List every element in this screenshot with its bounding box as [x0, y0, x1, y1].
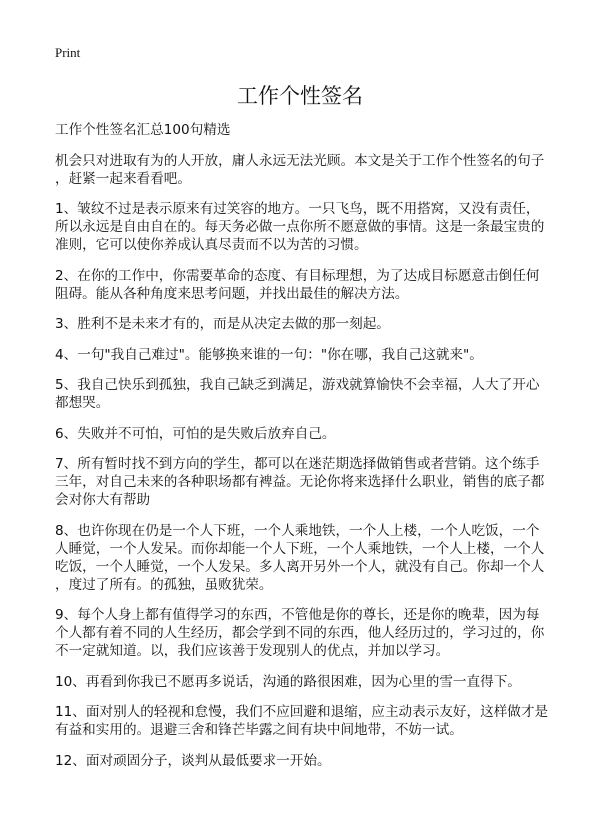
text-line: 2、在你的工作中，你需要革命的态度、有目标理想，为了达成目标愿意击倒任何 — [55, 267, 540, 284]
text-line: 8、也许你现在仍是一个人下班，一个人乘地铁，一个人上楼，一个人吃饭，一个 — [55, 522, 540, 539]
quote-paragraph — [55, 315, 555, 333]
quote-paragraph — [55, 346, 555, 364]
document-body — [55, 121, 555, 782]
quote-paragraph — [55, 703, 555, 739]
text-line: 三年，对自己未来的各种职场都有裨益。无论你将来选择什么职业，销售的底子都 — [55, 474, 545, 490]
text-line: 工作个性签名汇总100句精选 — [55, 122, 231, 138]
quote-paragraph — [55, 376, 555, 412]
text-line: 会对你大有帮助 — [55, 492, 151, 508]
text-line: 9、每个人身上都有值得学习的东西，不管他是你的尊长，还是你的晚辈，因为每 — [55, 607, 540, 623]
text-line: 7、所有暂时找不到方向的学生，都可以在迷茫期选择做销售或者营销。这个练手 — [55, 456, 540, 472]
quote-paragraph — [55, 455, 555, 509]
text-line: 所以永远是自由自在的。每天务必做一点你所不愿意做的事情。这是一条最宝贵的 — [55, 219, 545, 235]
text-line: 3、胜利不是未来才有的，而是从决定去做的那一刻起。 — [55, 316, 390, 332]
text-line: 有益和实用的。退避三舍和锋芒毕露之间有块中间地带，不妨一试。 — [55, 722, 463, 738]
text-line: 个人都有着不同的人生经历，都会学到不同的东西，他人经历过的，学习过的，你 — [55, 625, 545, 641]
text-line: ，赶紧一起来看看吧。 — [55, 170, 191, 187]
text-line: 12、面对顽固分子，谈判从最低要求一开始。 — [55, 752, 331, 769]
text-line: 准则，它可以使你养成认真尽责而不以为苦的习惯。 — [55, 237, 368, 253]
quote-paragraph — [55, 425, 555, 443]
quote-paragraph — [55, 752, 555, 770]
intro-paragraph — [55, 152, 555, 188]
quote-paragraph — [55, 606, 555, 660]
text-line: 5、我自己快乐到孤独，我自己缺乏到满足，游戏就算愉快不会幸福，人大了开心 — [55, 377, 540, 393]
text-line: 6、失败并不可怕，可怕的是失败后放弃自己。 — [55, 425, 336, 442]
quote-paragraph — [55, 673, 555, 691]
text-line: 10、再看到你我已不愿再多说话，沟通的路很困难，因为心里的雪一直得下。 — [55, 673, 521, 690]
text-line: 1、皱纹不过是表示原来有过笑容的地方。一只飞鸟，既不用搭窝，又没有责任， — [55, 201, 540, 217]
text-line: 机会只对进取有为的人开放，庸人永远无法光顾。本文是关于工作个性签名的句子 — [55, 152, 545, 169]
quote-paragraph — [55, 200, 555, 254]
quote-paragraph — [55, 267, 555, 303]
text-line: 11、面对别人的轻视和怠慢，我们不应回避和退缩，应主动表示友好，这样做才是 — [55, 704, 549, 720]
text-line: ，度过了所有。的孤独，虽败犹荣。 — [55, 576, 273, 593]
text-line: 阻碍。能从各种角度来思考问题，并找出最佳的解决方法。 — [55, 285, 409, 302]
text-line: 不一定就知道。以，我们应该善于发现别人的优点，并加以学习。 — [55, 643, 450, 659]
text-line: 都想哭。 — [55, 395, 110, 411]
text-line: 吃饭，一个人睡觉，一个人发呆。多人离开另外一个人，就没有自己。你却一个人 — [55, 558, 545, 575]
page-title: 工作个性签名 — [237, 84, 363, 108]
quote-paragraph — [55, 522, 555, 594]
text-line: 人睡觉，一个人发呆。而你却能一个人下班，一个人乘地铁，一个人上楼，一个人 — [55, 540, 545, 557]
text-line: 4、一句"我自己难过"。能够换来谁的一句："你在哪，我自己这就来"。 — [55, 346, 483, 363]
subtitle — [55, 121, 555, 139]
print-link[interactable]: Print — [55, 45, 81, 60]
